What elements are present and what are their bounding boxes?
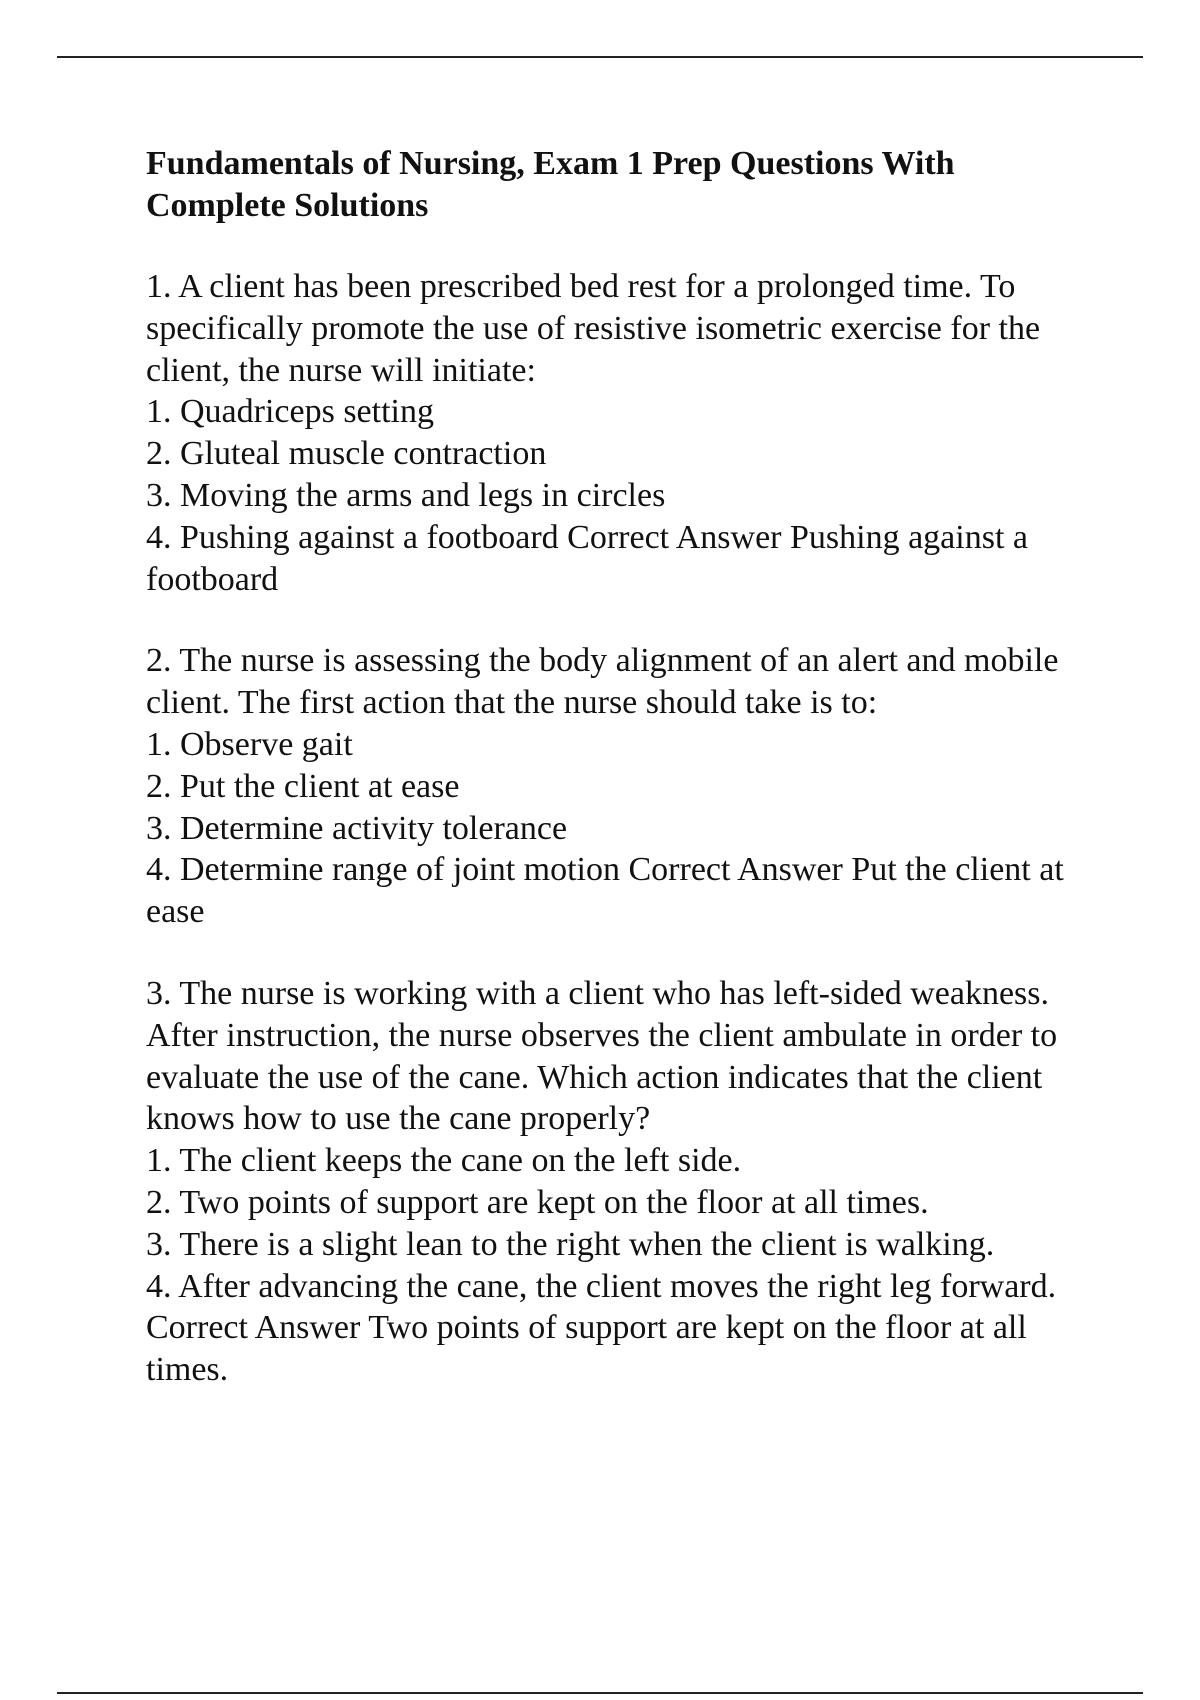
question-stem: 1. A client has been prescribed bed rest for a prolonged time. To specifically promote the use of resistive isometric exercise for the client, the nurse will initiate: — [146, 268, 1041, 389]
answer-option: 1. Quadriceps setting — [146, 393, 434, 431]
answer-option: 2. Two points of support are kept on the floor at all times. — [146, 1183, 929, 1221]
question-stem: 2. The nurse is assessing the body alignment of an alert and mobile client. The first action that the nurse should take is to: — [146, 642, 1059, 722]
question-stem: 3. The nurse is working with a client who has left-sided weakness. After instruction, the nurse observes the client ambulate in order to evaluate the use of the cane. Which action indicates that the client knows how to use the cane properly? — [146, 974, 1058, 1138]
question-1 — [146, 266, 1096, 600]
answer-option: 3. Moving the arms and legs in circles — [146, 476, 666, 514]
document-title: Fundamentals of Nursing, Exam 1 Prep Questions With Complete Solutions — [146, 145, 955, 224]
question-3 — [146, 973, 1096, 1391]
answer-option: 1. The client keeps the cane on the left side. — [146, 1142, 742, 1180]
answer-option: 2. Put the client at ease — [146, 767, 460, 805]
answer-option-with-correct-answer: 4. Pushing against a footboard Correct Answer Pushing against a footboard — [146, 518, 1028, 598]
answer-option: 2. Gluteal muscle contraction — [146, 435, 547, 473]
question-2 — [146, 640, 1096, 933]
header-rule — [57, 56, 1143, 58]
answer-option-with-correct-answer: 4. Determine range of joint motion Correct Answer Put the client at ease — [146, 851, 1064, 931]
document-body — [146, 143, 1096, 1431]
footer-rule — [57, 1692, 1143, 1694]
answer-option-with-correct-answer: 4. After advancing the cane, the client moves the right leg forward. Correct Answer Two points of support are kept on the floor at all times. — [146, 1267, 1057, 1389]
answer-option: 3. Determine activity tolerance — [146, 809, 568, 847]
answer-option: 3. There is a slight lean to the right when the client is walking. — [146, 1225, 995, 1263]
answer-option: 1. Observe gait — [146, 725, 353, 763]
